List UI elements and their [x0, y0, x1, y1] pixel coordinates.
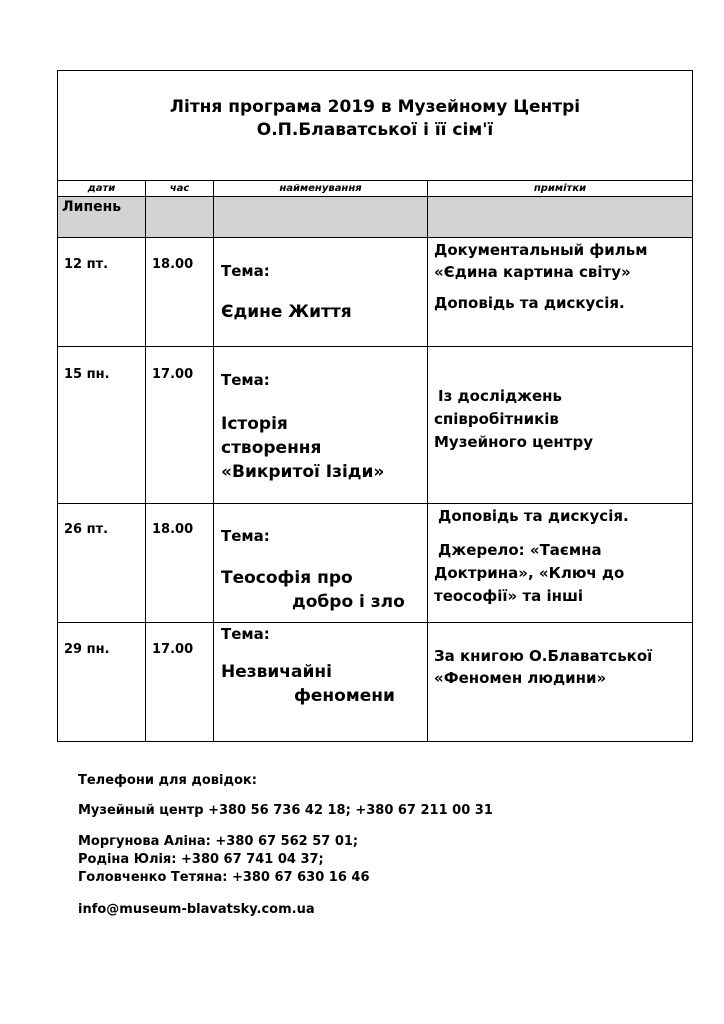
row-2-date: 15 пн.	[64, 367, 110, 382]
month-row-background	[58, 197, 692, 237]
row-3-theme-line-2: добро і зло	[292, 592, 405, 612]
header-time: час	[169, 183, 190, 194]
row-2-theme-line-1: Історія	[221, 414, 288, 434]
row-divider-3	[57, 622, 693, 623]
header-top-rule	[57, 180, 693, 181]
row-3-note-2: Джерело: «Таємна	[438, 541, 602, 559]
row-3-theme-line-1: Теософія про	[221, 568, 353, 588]
row-2-theme-label: Тема:	[221, 371, 270, 389]
row-1-note-3: Доповідь та дискусія.	[434, 294, 625, 312]
row-3-date: 26 пт.	[64, 522, 109, 537]
header-notes: примітки	[533, 183, 587, 194]
row-3-theme-label: Тема:	[221, 527, 270, 545]
row-4-note-2: «Феномен людини»	[434, 669, 607, 687]
month-label: Липень	[62, 199, 122, 215]
row-1-note-2: «Єдина картина світу»	[434, 263, 631, 281]
row-4-theme-line-2: феномени	[294, 686, 395, 706]
header-name: найменування	[279, 183, 362, 194]
row-1-date: 12 пт.	[64, 257, 109, 272]
column-line-1	[145, 180, 146, 742]
row-2-time: 17.00	[152, 367, 194, 382]
row-3-note-3: Доктрина», «Ключ до	[434, 564, 625, 582]
row-4-theme-label: Тема:	[221, 625, 270, 643]
title-line-2: О.П.Блаватської і її сім'ї	[256, 120, 494, 140]
column-line-3	[427, 180, 428, 742]
row-2-theme-line-3: «Викритої Ізіди»	[221, 462, 385, 482]
row-1-time: 18.00	[152, 257, 194, 272]
museum-phones: Музейный центр +380 56 736 42 18; +380 67 211 00 31	[78, 803, 493, 818]
column-line-2	[213, 180, 214, 742]
row-3-note-1: Доповідь та дискусія.	[438, 507, 629, 525]
row-2-note-2: співробітників	[434, 410, 559, 428]
row-2-note-3: Музейного центру	[434, 433, 594, 451]
row-2-theme-line-2: створення	[221, 438, 322, 458]
header-dates: дати	[87, 183, 116, 194]
contact-3: Головченко Тетяна: +380 67 630 16 46	[78, 870, 370, 885]
row-3-note-4: теософії» та інші	[434, 587, 584, 605]
row-divider-1	[57, 346, 693, 347]
email-link[interactable]: info@museum-blavatsky.com.ua	[78, 902, 315, 917]
contact-1: Моргунова Аліна: +380 67 562 57 01;	[78, 834, 359, 849]
row-4-date: 29 пн.	[64, 642, 110, 657]
row-1-theme-label: Тема:	[221, 262, 270, 280]
contact-2: Родіна Юлія: +380 67 741 04 37;	[78, 852, 324, 867]
page-title	[57, 96, 693, 142]
row-1-theme-title: Єдине Життя	[221, 302, 352, 322]
title-line-1: Літня програма 2019 в Музейному Центрі	[169, 97, 581, 117]
row-1-note-1: Документальный фильм	[434, 241, 648, 259]
month-row-rule	[57, 237, 693, 238]
row-3-time: 18.00	[152, 522, 194, 537]
row-4-note-1: За книгою О.Блаватської	[434, 647, 653, 665]
row-divider-2	[57, 503, 693, 504]
row-4-time: 17.00	[152, 642, 194, 657]
row-2-note-1: Із досліджень	[438, 387, 563, 405]
row-4-theme-line-1: Незвичайні	[221, 662, 332, 682]
phones-heading: Телефони для довідок:	[78, 773, 257, 788]
